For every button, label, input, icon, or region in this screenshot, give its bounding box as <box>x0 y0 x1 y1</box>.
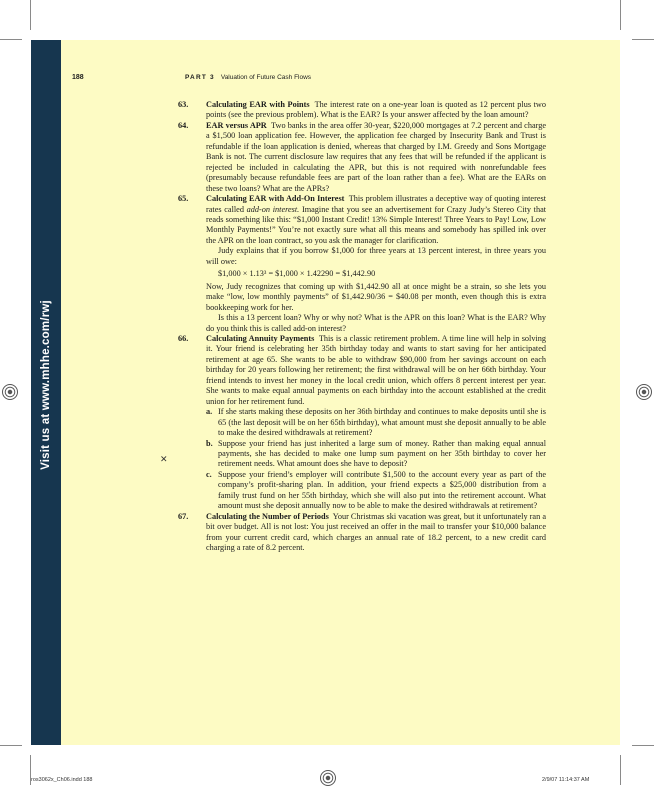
crop-mark <box>632 745 654 746</box>
problem-number: 64. <box>178 120 189 130</box>
footer-timestamp: 2/9/07 11:14:37 AM <box>542 777 590 783</box>
problem-65 <box>178 194 546 334</box>
crop-mark <box>0 745 22 746</box>
subquestion-b <box>206 439 546 470</box>
problem-text <box>206 194 546 246</box>
problem-list <box>178 100 546 553</box>
problem-heading: Calculating the Number of Periods <box>206 511 329 521</box>
subquestion-a <box>206 407 546 438</box>
problem-heading: Calculating EAR with Points <box>206 100 310 109</box>
problem-66 <box>178 334 546 512</box>
problem-63 <box>178 100 546 121</box>
problem-paragraph: Now, Judy recognizes that coming up with $1,442.90 all at once might be a strain, so she lets you make “low, low monthly payments” of $1,442.90/36 = $40.08 per month, even though this is extra bookkeeping work for her. <box>206 281 546 312</box>
problem-text <box>206 100 546 121</box>
problem-emphasis: add-on interest. <box>246 204 300 214</box>
problem-body: Your Christmas ski vacation was great, but it unfortunately ran a bit over budget. All is not lost: You just received an offer in the mail to transfer your $10,000 balance from your current credit card, which charges an annual rate of 18.2 percent, to a new credit card charging a rate of 8.2 percent. <box>206 511 546 553</box>
margin-marker-icon: ✕ <box>160 455 168 465</box>
problem-body: Two banks in the area offer 30-year, $220,000 mortgages at 7.2 percent and charge a $1,500 loan application fee. However, the application fee charged by Insecurity Bank and Trust is refundable if the loan application is denied, whereas that charged by I.M. Greedy and Sons Mortgage Bank is not. The current disclosure law requires that any fees that will be refunded if the applicant is rejected be included in calculating the APR, but this is not required with nonrefundable fees (presumably because refundable fees are part of the loan rather than a fee). What are the EARs on these two loans? What are the APRs? <box>206 120 546 193</box>
running-header <box>185 74 311 81</box>
problem-heading: Calculating EAR with Add-On Interest <box>206 194 345 204</box>
registration-mark-icon <box>320 770 336 786</box>
problem-heading: EAR versus APR <box>206 120 267 130</box>
problem-64 <box>178 121 546 194</box>
problem-67 <box>178 512 546 554</box>
registration-mark-icon <box>636 384 652 400</box>
subquestion-label: c. <box>206 469 212 479</box>
problem-text <box>206 334 546 407</box>
part-label: PART 3 <box>185 74 215 81</box>
problem-number: 63. <box>178 100 189 109</box>
problem-heading: Calculating Annuity Payments <box>206 333 315 343</box>
chapter-title: Valuation of Future Cash Flows <box>220 74 312 81</box>
spine-url[interactable]: Visit us at www.mhhe.com/rwj <box>40 300 52 470</box>
footer-file-info: ros3062x_Ch06.indd 188 <box>31 777 93 783</box>
problem-body: This problem illustrates a deceptive way of quoting interest rates called <box>206 194 546 214</box>
page-number: 188 <box>72 74 84 81</box>
problem-number: 67. <box>178 511 189 521</box>
crop-mark <box>30 0 31 30</box>
crop-mark <box>620 755 621 785</box>
crop-mark <box>620 0 621 30</box>
problem-number: 65. <box>178 194 189 204</box>
subquestion-c <box>206 470 546 512</box>
registration-mark-icon <box>2 384 18 400</box>
subquestion-label: b. <box>206 438 213 448</box>
problem-text <box>206 512 546 554</box>
equation: $1,000 × 1.13³ = $1,000 × 1.42290 = $1,442.90 <box>218 269 376 279</box>
crop-mark <box>0 39 22 40</box>
subquestion-text: If she starts making these deposits on her 36th birthday and continues to make deposits until she is 65 (the last deposit will be on her 65th birthday), what amount must she deposit annually to be able to make the desired withdrawals at retirement? <box>218 407 546 438</box>
problem-text <box>206 121 546 194</box>
subquestion-text: Suppose your friend’s employer will contribute $1,500 to the account every year as part of the company’s profit-sharing plan. In addition, your friend expects a $25,000 distribution from a family trust fund on her 55th birthday, which she will also put into the retirement account. What amount must she deposit annually now to be able to make the desired withdrawals at retirement? <box>218 469 546 511</box>
problem-paragraph: Judy explains that if you borrow $1,000 for three years at 13 percent interest, in three years you will owe: <box>206 246 546 266</box>
subquestion-label: a. <box>206 407 213 417</box>
problem-body: This is a classic retirement problem. A time line will help in solving it. Your friend is celebrating her 35th birthday today and wants to start saving for her anticipated retirement at age 65. She wants to be able to withdraw $90,000 from her savings account on each birthday for 20 years following her retirement; the first withdrawal will be on her 66th birthday. Your friend intends to invest her money in the local credit union, which offers 8 percent interest per year. She wants to make equal annual payments on each birthday into the account established at the credit union for her retirement fund. <box>206 333 546 406</box>
crop-mark <box>632 39 654 40</box>
problem-body: Imagine that you see an advertisement for Crazy Judy’s Stereo City that reads something like this: “$1,000 Instant Credit! 13% Simple Interest! Three Years to Pay! Low, Low Monthly Payments!” You’re not exactly sure what all this means and somebody has spilled ink over the APR on the loan contract, so you ask the manager for clarification. <box>206 204 547 245</box>
problem-paragraph: Is this a 13 percent loan? Why or why not? What is the APR on this loan? What is the EAR? Why do you think this is called add-on interest? <box>206 313 546 333</box>
subquestion-text: Suppose your friend has just inherited a large sum of money. Rather than making equal annual payments, she has decided to make one lump sum payment on her 35th birthday to cover her retirement needs. What amount does she have to deposit? <box>218 438 546 469</box>
problem-number: 66. <box>178 333 189 343</box>
problem-body: The interest rate on a one-year loan is quoted as 12 percent plus two points (see the previous problem). What is the EAR? Is your answer affected by the loan amount? <box>206 100 546 120</box>
